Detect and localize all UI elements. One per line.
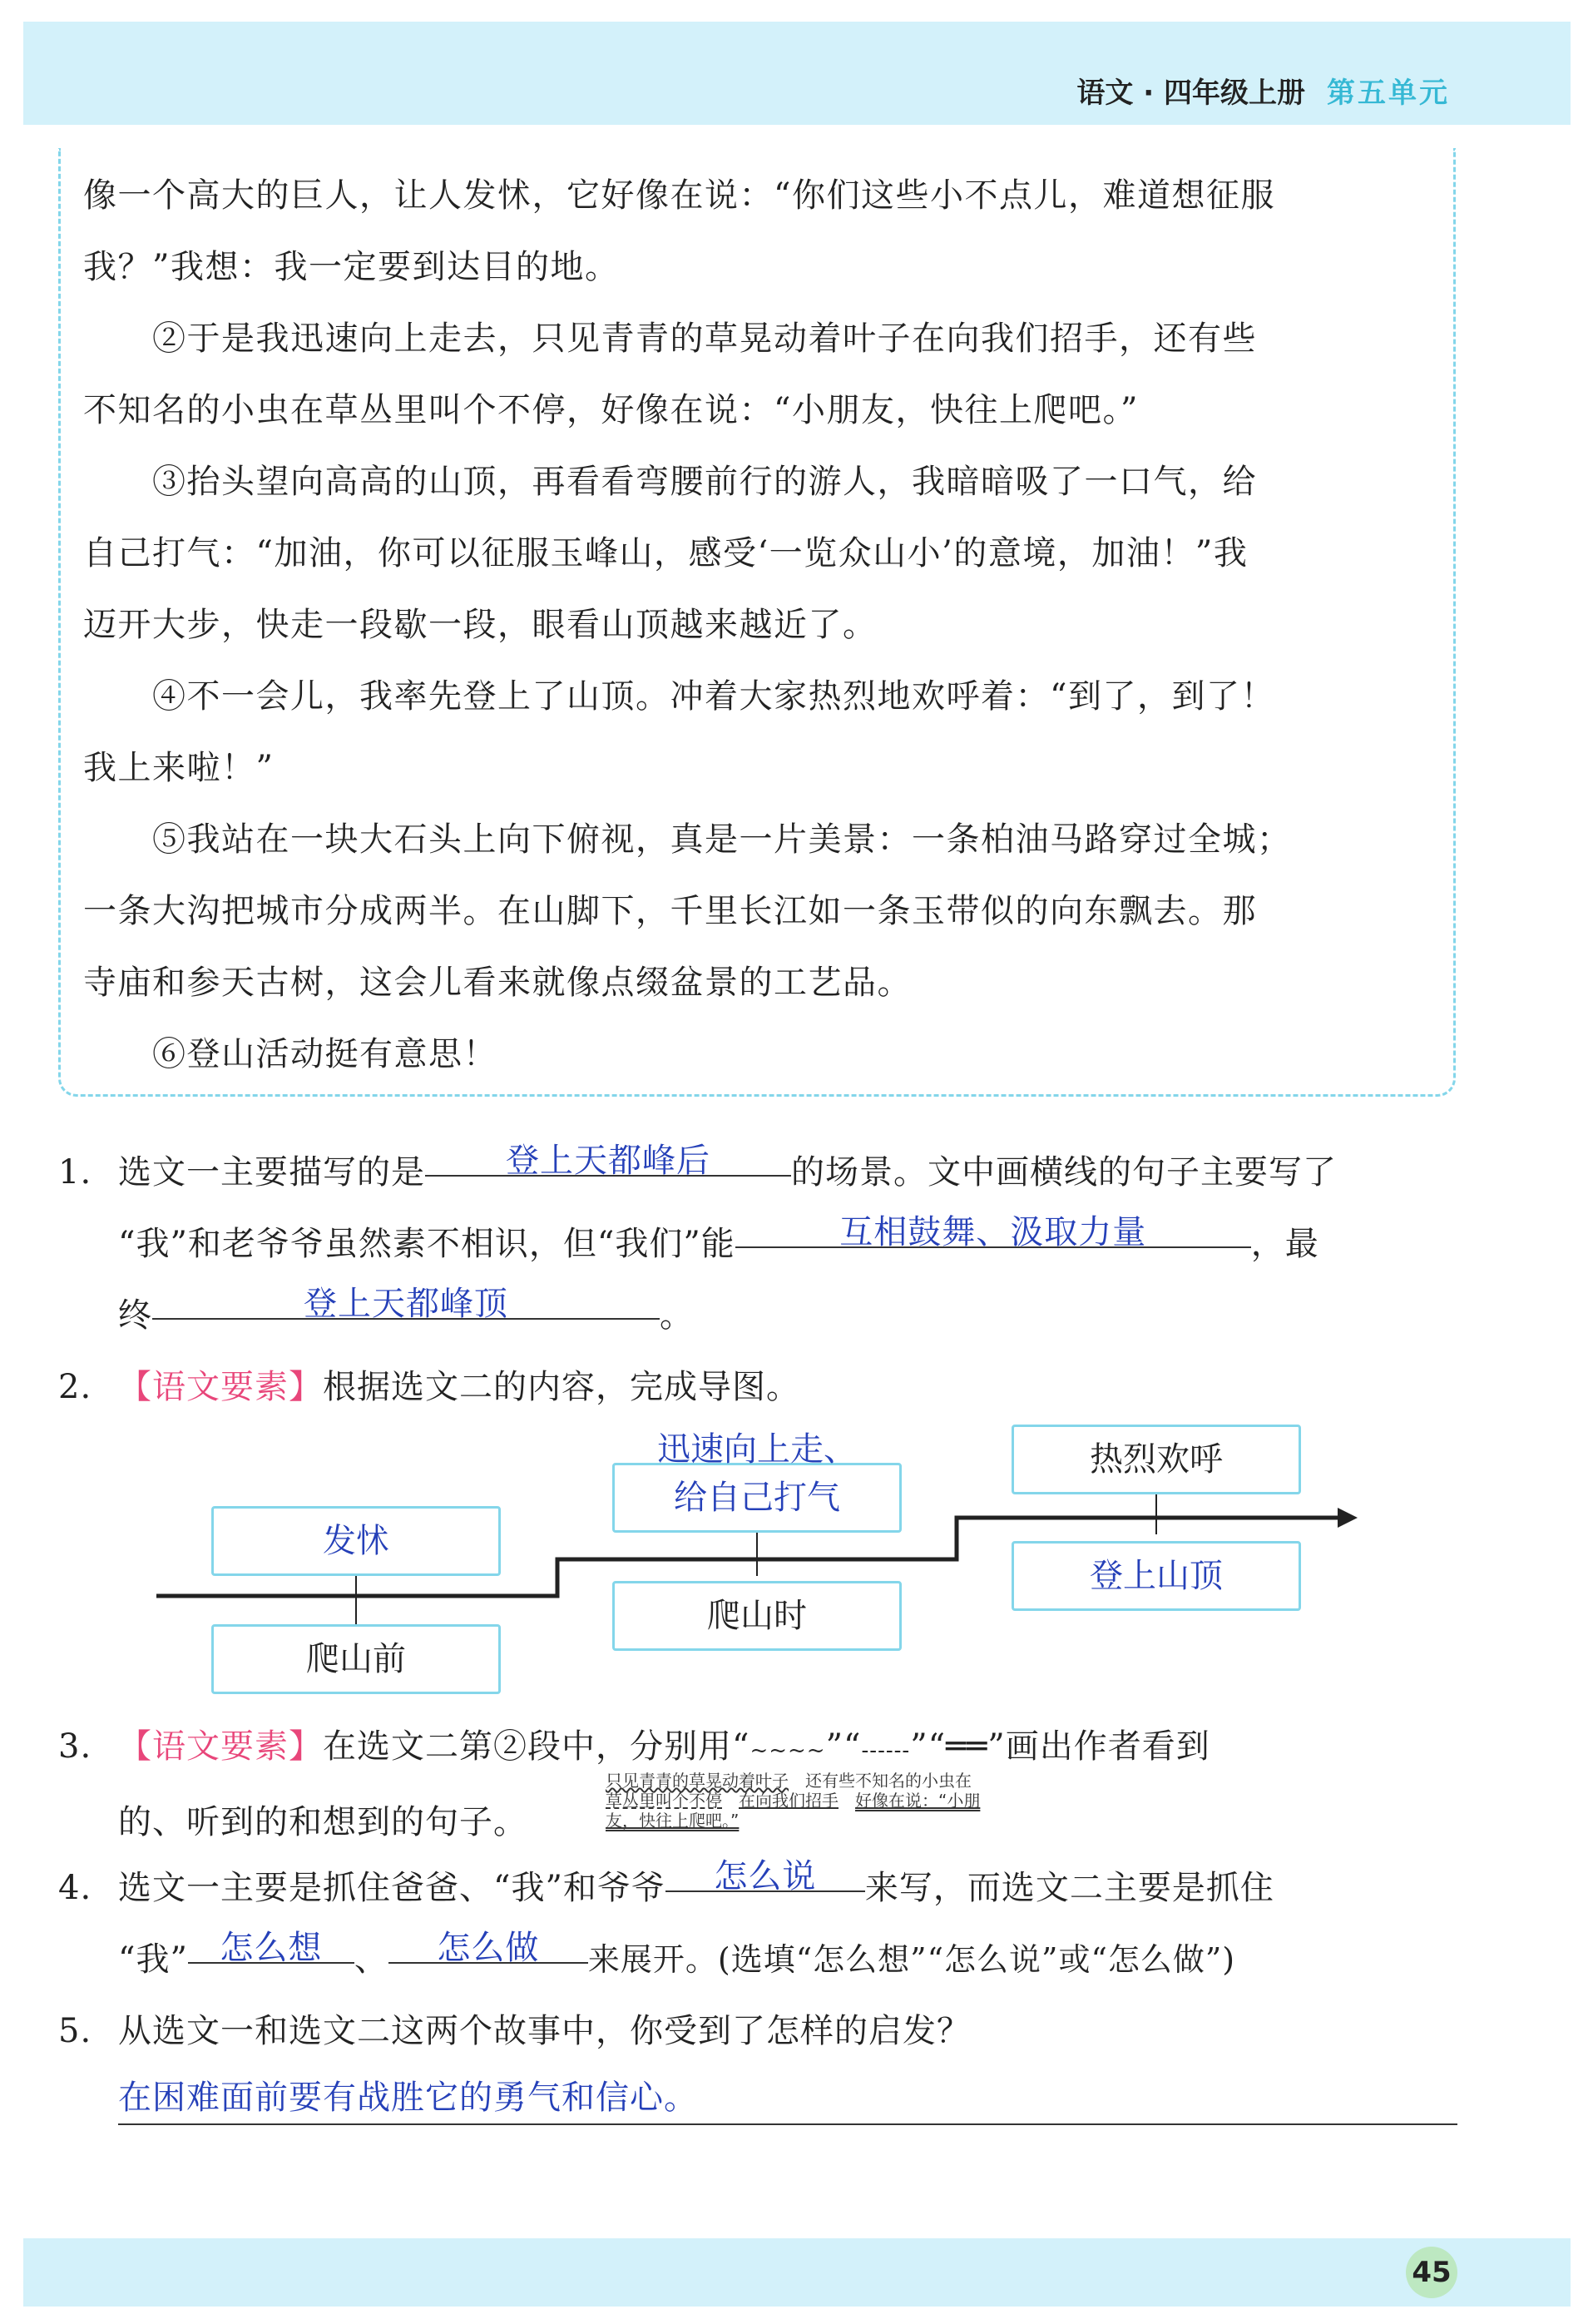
during-answer-2: 给自己打气 xyxy=(674,1479,840,1517)
q1-blank-3[interactable] xyxy=(152,1280,660,1323)
question-2 xyxy=(58,1351,1472,1423)
q1-answer-2: 互相鼓舞、汲取力量 xyxy=(839,1213,1147,1251)
q4-text: 来展开。(选填“怎么想”“怎么说”或“怎么做”) xyxy=(587,1941,1236,1978)
q4-blank-3[interactable] xyxy=(388,1924,588,1967)
before-label-box xyxy=(211,1624,501,1694)
before-answer-box[interactable] xyxy=(211,1506,501,1576)
q3-answer-excerpt xyxy=(606,1771,1046,1831)
mind-map xyxy=(150,1415,1364,1714)
passage-line: ④不一会儿，我率先登上了山顶。冲着大家热烈地欢呼着：“到了，到了！ xyxy=(83,677,1275,716)
passage-line: 不知名的小虫在草丛里叫个不停，好像在说：“小朋友，快往上爬吧。” xyxy=(83,391,1139,429)
passage-line: 寺庙和参天古树，这会儿看来就像点缀盆景的工艺品。 xyxy=(83,964,912,1002)
during-answer-1: 迅速向上走、 xyxy=(657,1430,857,1469)
q3-text: ”画出作者看到 xyxy=(987,1727,1210,1766)
passage-line: 像一个高大的巨人，让人发怵，它好像在说：“你们这些小不点儿，难道想征服 xyxy=(83,176,1275,215)
after-label-box xyxy=(1012,1541,1301,1611)
q5-answer: 在困难面前要有战胜它的勇气和信心。 xyxy=(118,2079,698,2117)
q4-blank-1[interactable] xyxy=(665,1852,865,1895)
during-label-box xyxy=(612,1581,902,1651)
q3-number: 3. xyxy=(58,1727,92,1766)
passage-line: ⑤我站在一块大石头上向下俯视，真是一片美景：一条柏油马路穿过全城； xyxy=(83,820,1292,859)
after-answer: 热烈欢呼 xyxy=(1090,1440,1223,1479)
q4-answer-2: 怎么想 xyxy=(220,1929,323,1967)
header-unit: 第五单元 xyxy=(1327,77,1450,110)
passage-line: 我？”我想：我一定要到达目的地。 xyxy=(83,248,620,286)
q1-text: 终 xyxy=(118,1296,152,1335)
q3-text: ”“ xyxy=(910,1727,947,1766)
q4-answer-3: 怎么做 xyxy=(437,1929,540,1967)
passage-line: ⑥登山活动挺有意思！ xyxy=(83,1035,497,1073)
q3-text: 在选文二第②段中，分别用“ xyxy=(323,1727,750,1766)
passage-line: ③抬头望向高高的山顶，再看看弯腰前行的游人，我暗暗吸了一口气，给 xyxy=(83,463,1257,501)
q2-number: 2. xyxy=(58,1368,92,1406)
excerpt-seen: 在向我们招手 xyxy=(739,1791,839,1811)
page-header xyxy=(1076,70,1450,111)
passage-line: ②于是我迅速向上走去，只见青青的草晃动着叶子在向我们招手，还有些 xyxy=(83,320,1257,358)
dash-mark: ------ xyxy=(861,1738,911,1763)
double-line-mark: ══ xyxy=(946,1727,988,1766)
question-1 xyxy=(58,1137,1472,1351)
excerpt-seen: 只见青青的草晃动着叶子 xyxy=(606,1771,789,1791)
question-5 xyxy=(58,1995,1472,2138)
q4-text: “我” xyxy=(118,1940,188,1979)
q1-text: 的场景。文中画横线的句子主要写了 xyxy=(791,1153,1337,1192)
q1-answer-3: 登上天都峰顶 xyxy=(304,1285,508,1323)
after-answer-box[interactable] xyxy=(1012,1425,1301,1494)
wave-mark: ~~~~ xyxy=(750,1738,826,1763)
page-number: 45 xyxy=(1406,2247,1457,2298)
passage-text xyxy=(83,160,1431,1090)
q3-tag: 【语文要素】 xyxy=(118,1727,323,1766)
q4-blank-2[interactable] xyxy=(188,1924,354,1967)
q2-text: 根据选文二的内容，完成导图。 xyxy=(323,1368,800,1406)
q1-number: 1. xyxy=(58,1153,92,1192)
before-label: 爬山前 xyxy=(306,1640,406,1678)
q5-text: 从选文一和选文二这两个故事中，你受到了怎样的启发？ xyxy=(118,2012,971,2050)
q4-answer-1: 怎么说 xyxy=(714,1857,817,1895)
header-subject: 语文 · 四年级上册 xyxy=(1076,77,1305,110)
after-label: 登上山顶 xyxy=(1090,1557,1223,1595)
q1-blank-2[interactable] xyxy=(735,1208,1251,1251)
footer-band xyxy=(23,2238,1571,2307)
excerpt-thought: 友，快往上爬吧。” xyxy=(606,1811,740,1831)
during-label: 爬山时 xyxy=(707,1597,807,1635)
passage-line: 一条大沟把城市分成两半。在山脚下，千里长江如一条玉带似的向东飘去。那 xyxy=(83,892,1257,930)
excerpt-thought: 好像在说：“小朋 xyxy=(855,1791,981,1811)
q5-number: 5. xyxy=(58,2012,92,2050)
passage-line: 我上来啦！” xyxy=(83,749,275,787)
q5-answer-line[interactable] xyxy=(118,2123,1457,2125)
q4-text: 、 xyxy=(354,1940,388,1979)
q3-text: ”“ xyxy=(825,1727,862,1766)
q1-text: 选文一主要描写的是 xyxy=(118,1153,425,1192)
q4-number: 4. xyxy=(58,1869,92,1907)
before-answer: 发怵 xyxy=(323,1522,389,1560)
q1-answer-1: 登上天都峰后 xyxy=(506,1142,710,1180)
question-4 xyxy=(58,1852,1472,1995)
q1-text: “我”和老爷爷虽然素不相识，但“我们”能 xyxy=(118,1225,735,1263)
q3-text: 的、听到的和想到的句子。 xyxy=(118,1803,527,1841)
q1-blank-1[interactable] xyxy=(425,1137,791,1180)
q2-tag: 【语文要素】 xyxy=(118,1368,323,1406)
passage-line: 迈开大步，快走一段歇一段，眼看山顶越来越近了。 xyxy=(83,606,878,644)
q1-text: ，最 xyxy=(1250,1225,1319,1263)
q1-text: 。 xyxy=(660,1296,694,1335)
during-answer-box[interactable] xyxy=(612,1430,902,1533)
q4-text: 选文一主要是抓住爸爸、“我”和爷爷 xyxy=(118,1869,665,1907)
passage-line: 自己打气：“加油，你可以征服玉峰山，感受‘一览众山小’的意境，加油！”我 xyxy=(83,534,1249,572)
q4-text: 来写，而选文二主要是抓住 xyxy=(864,1869,1274,1907)
excerpt-heard: 还有些不知名的小虫在 xyxy=(805,1771,972,1791)
excerpt-heard: 草丛里叫个不停 xyxy=(606,1791,722,1811)
